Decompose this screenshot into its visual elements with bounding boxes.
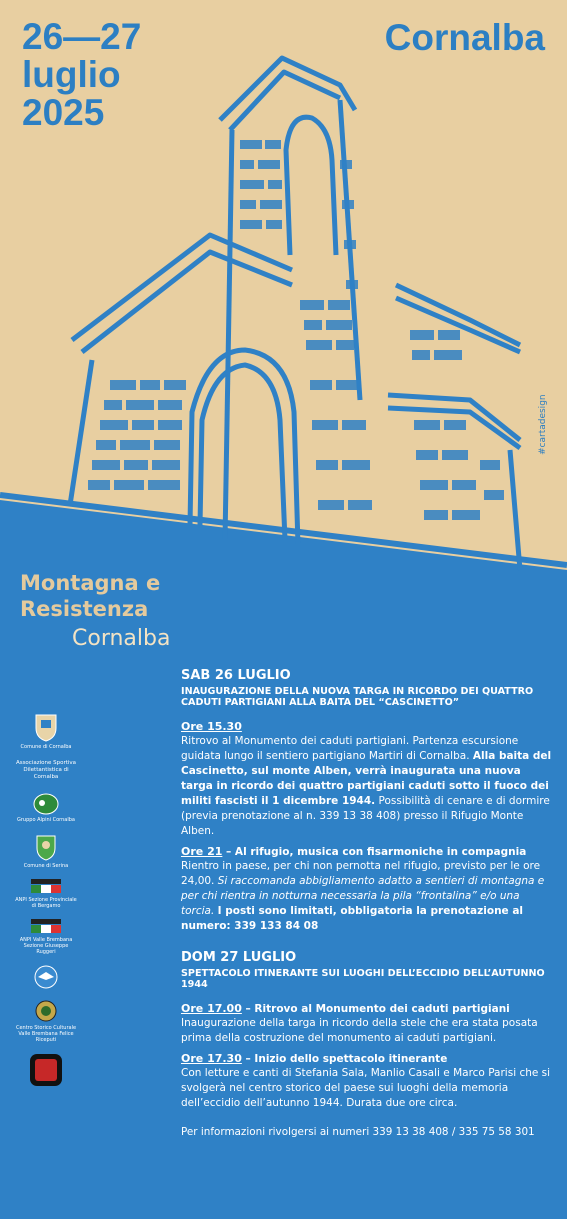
town-name: Cornalba [384,17,545,58]
day-label: SAB 26 LUGLIO [181,668,291,683]
event-location: Cornalba [72,626,171,651]
centro-storico-emblem-icon [34,999,58,1023]
anpi-flag-icon [31,879,61,895]
event-dates [22,18,141,132]
slot-text: Ritrovo al Monumento dei caduti partigiani. Partenza escursione guidata lungo il sentiero partigiano Martiri di Cornalba. Alla baita del Cascinetto, sul monte Alben, verrà inaugurata una nuova targa in ricordo dei quattro partigiani caduti sotto il fuoco dei militi fascisti il 1 dicembre 1944. Possibilità di cenare e di dormire (previa prenotazione al n. 339 13 38 408) presso il Rifugio Monte Alben. [181,735,552,837]
slot-text: Rientro in paese, per chi non pernotta nel rifugio, previsto per le ore 24,00. Si raccomanda abbigliamento adatto a sentieri di montagna e per chi rientra in notturna necessaria la pila “frontalina” e/o una torcia. I posti sono limitati, obbligatoria la prenotazione al numero: 339 133 84 08 [181,860,545,932]
sponsor-logo: ANPI Sezione Provinciale di Bergamo [14,879,78,909]
anpi-flag-icon [31,919,61,935]
date-year: 2025 [22,92,105,133]
sponsor-text: Associazione Sportiva Dilettantistica di Cornalba [15,760,77,780]
design-credit: #cartadesign [538,394,548,455]
slot-1530 [181,720,553,839]
slot-time: Ore 17.30 [181,1052,242,1065]
sponsor-logos [14,712,78,1097]
date-month: luglio [22,54,121,95]
sponsor-logo: Comune di Serina [14,833,78,869]
slot-21 [181,845,553,934]
slot-text: Con letture e canti di Stefania Sala, Manlio Casali e Marco Parisi che si svolgerà nel centro storico del paese sui luoghi della memoria dell’eccidio dell’autunno 1944. Durata due ore circa. [181,1067,551,1109]
comune-serina-crest-icon [34,833,58,861]
contact-info: Per informazioni rivolgersi ai numeri 339 13 38 408 / 335 75 58 301 [181,1126,535,1138]
slot-1700 [181,1002,553,1046]
slot-time: Ore 17.00 [181,1002,242,1015]
sponsor-logo: ANPI Valle Brembana Sezione Giuseppe Ruggeri [14,919,78,955]
slot-1730 [181,1052,553,1111]
sponsor-logo: Centro Storico Culturale Valle Brembana Felice Riceputi [14,999,78,1043]
day-label: DOM 27 LUGLIO [181,950,297,965]
eagle-emblem-icon [33,965,59,989]
program [181,668,553,1139]
gruppo-alpini-logo-icon [33,793,59,815]
day-headline: INAUGURAZIONE DELLA NUOVA TARGA IN RICORDO DEI QUATTRO CADUTI PARTIGIANI ALLA BAITA DEL “CASCINETTO” [181,686,534,708]
day-1 [181,668,553,934]
day-headline: SPETTACOLO ITINERANTE SUI LUOGHI DELL’ECCIDIO DELL’AUTUNNO 1944 [181,968,545,990]
slot-text: Inaugurazione della targa in ricordo della stele che era stata posata prima della costruzione del monumento ai caduti partigiani. [181,1017,538,1044]
sponsor-logo: Comune di Cornalba [14,712,78,750]
slot-title: – Ritrovo al Monumento dei caduti partigiani [245,1003,510,1015]
slot-title: – Inizio dello spettacolo itinerante [245,1053,448,1065]
event-title: Montagna e Resistenza [20,571,161,621]
slot-time: Ore 21 [181,845,223,858]
comune-cornalba-crest-icon [33,712,59,742]
slot-time: Ore 15.30 [181,720,242,733]
day-2 [181,950,553,1111]
date-days: 26—27 [22,16,142,57]
red-square-logo-icon [29,1053,63,1087]
sponsor-logo: Gruppo Alpini Cornalba [14,793,78,823]
sponsor-logo [14,1053,78,1087]
slot-title: – Al rifugio, musica con fisarmoniche in compagnia [226,846,527,858]
sponsor-logo [14,965,78,989]
